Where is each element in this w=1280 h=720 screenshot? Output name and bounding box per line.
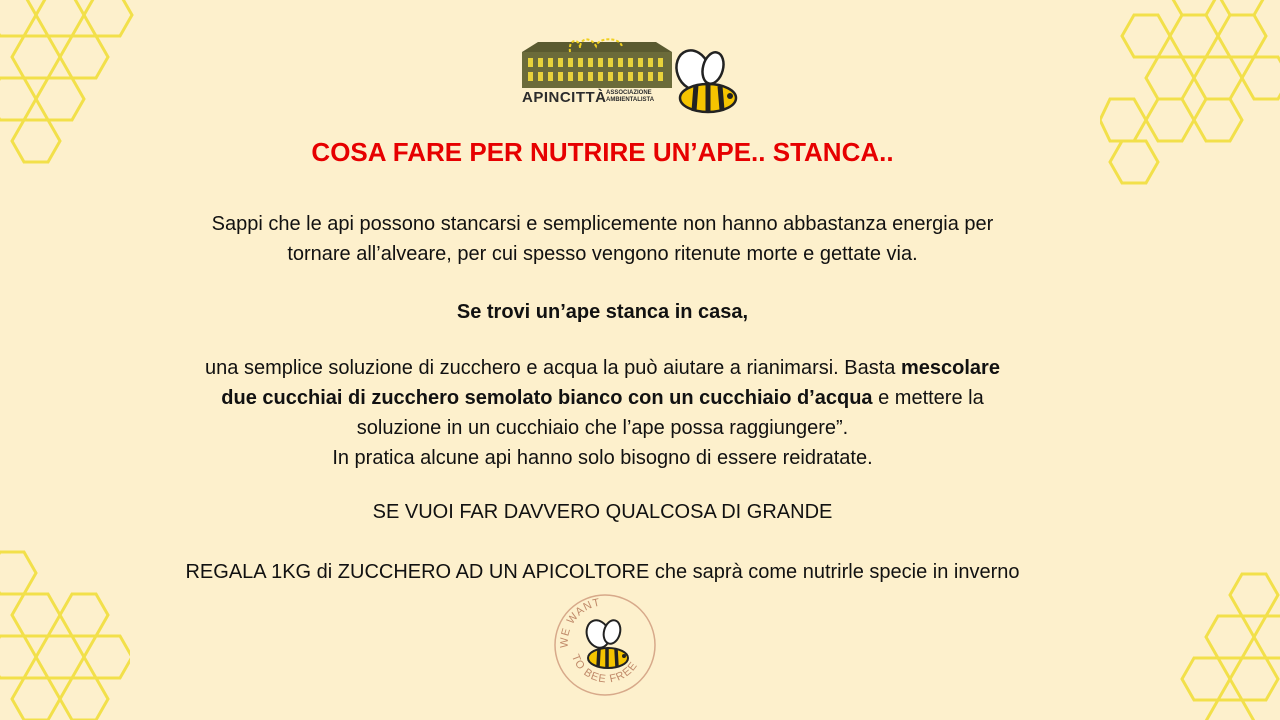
solution-line-2 <box>0 383 1205 413</box>
apincitta-logo <box>518 38 740 118</box>
solution-line-2-text: e mettere la <box>872 387 984 409</box>
intro-line-1: Sappi che le api possono stancarsi e semplicemente non hanno abbastanza energia per <box>211 213 994 235</box>
intro-paragraph <box>0 209 1205 269</box>
solution-line-1 <box>0 353 1205 383</box>
logo-name: APINCITTÀ <box>522 89 607 106</box>
solution-line-1-text: una semplice soluzione di zucchero e acqua la può aiutare a rianimarsi. Basta <box>205 357 901 379</box>
solution-line-4: In pratica alcune api hanno solo bisogno di essere reidratate. <box>332 447 873 469</box>
logo-tagline-line1: ASSOCIAZIONE <box>606 90 652 96</box>
badge-bottom-text: TO BEE FREE <box>569 652 641 686</box>
bee-badge-icon <box>550 590 660 700</box>
logo-tagline <box>606 90 654 104</box>
tired-bee-heading: Se trovi un’ape stanca in casa, <box>456 301 749 323</box>
call-to-action-heading: SE VUOI FAR DAVVERO QUALCOSA DI GRANDE <box>372 501 833 523</box>
logo-tagline-line2: AMBIENTALISTA <box>606 97 655 103</box>
solution-paragraph <box>0 353 1205 473</box>
solution-line-2-bold: due cucchiai di zucchero semolato bianco con un cucchiaio d’acqua <box>221 387 873 409</box>
logo-wordmark <box>522 89 607 106</box>
we-want-to-bee-free-badge <box>550 590 660 700</box>
solution-line-1-bold: mescolare <box>900 357 1000 379</box>
honeycomb-bottom-right-decoration <box>1170 570 1280 720</box>
intro-line-2: tornare all’alveare, per cui spesso vengono ritenute morte e gettate via. <box>287 243 918 265</box>
call-to-action-text: REGALA 1KG di ZUCCHERO AD UN APICOLTORE che saprà come nutrirle specie in inverno <box>185 561 1020 583</box>
logo-graphic <box>518 38 740 118</box>
solution-line-3: soluzione in un cucchiaio che l’ape possa raggiungere”. <box>356 417 849 439</box>
page-title: COSA FARE PER NUTRIRE UN’APE.. STANCA.. <box>311 137 894 167</box>
badge-top-text: WE WANT <box>558 596 602 649</box>
